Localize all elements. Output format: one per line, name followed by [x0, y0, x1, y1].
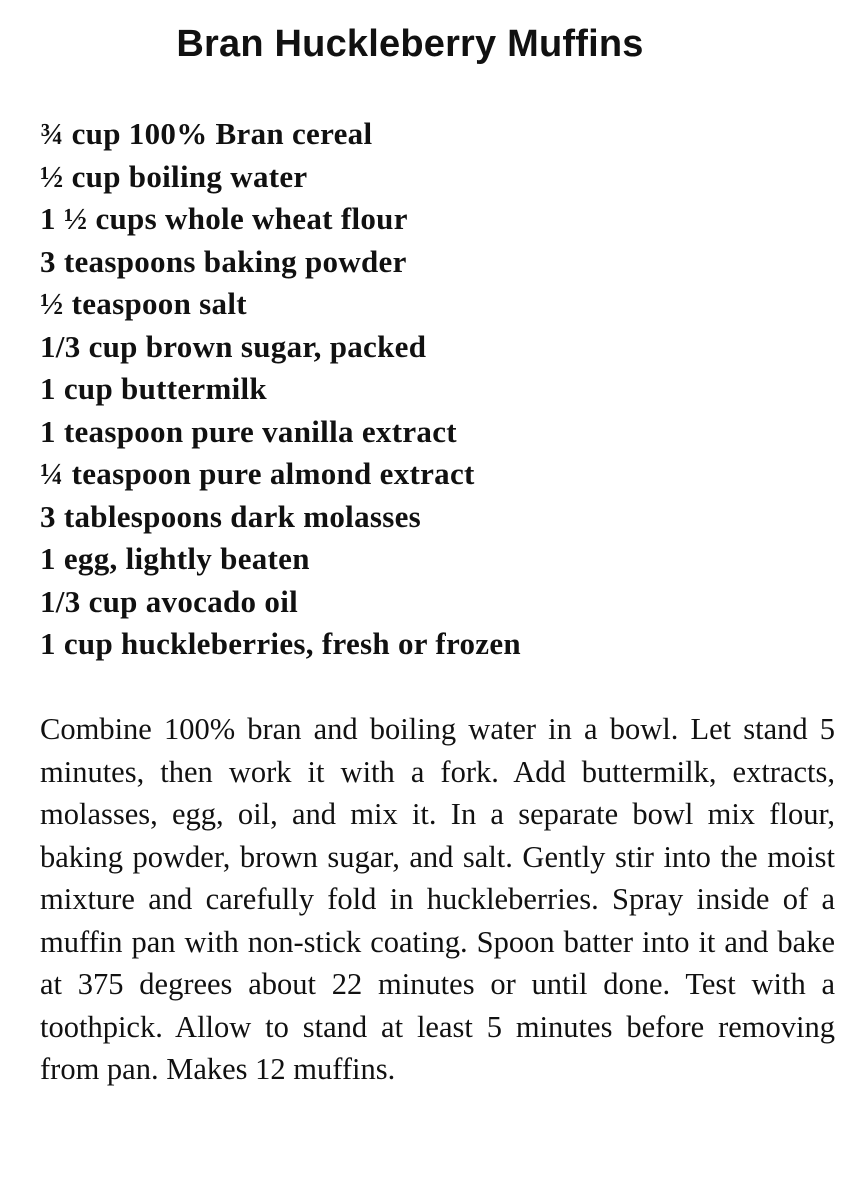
recipe-directions: Combine 100% bran and boiling water in a bowl. Let stand 5 minutes, then work it with a fork. Add buttermilk, extracts, molasses, egg, oil, and mix it. In a separate bowl mix flour, baking powder, brown sugar, and salt. Gently stir into the moist mixture and carefully fold in huckleberries. Spray inside of a muffin pan with non-stick coating. Spoon batter into it and bake at 375 degrees about 22 minutes or until done. Test with a toothpick. Allow to stand at least 5 minutes before removing from pan. Makes 12 muffins.: [40, 712, 835, 1086]
recipe-title: Bran Huckleberry Muffins: [176, 23, 644, 65]
ingredient-item: 1 ½ cups whole wheat flour: [40, 201, 408, 236]
ingredient-item: ½ cup boiling water: [40, 158, 308, 194]
ingredient-item: ¾ cup 100% Bran cereal: [40, 116, 373, 151]
ingredient-item: 1 egg, lightly beaten: [40, 541, 310, 576]
ingredient-list: [40, 113, 830, 666]
ingredient-item: 1/3 cup avocado oil: [40, 583, 299, 619]
ingredient-item: 3 teaspoons baking powder: [40, 243, 407, 279]
ingredient-item: 1 teaspoon pure vanilla extract: [40, 413, 457, 449]
ingredient-item: 1/3 cup brown sugar, packed: [40, 328, 427, 364]
ingredient-item: ½ teaspoon salt: [40, 286, 247, 321]
ingredient-item: 1 cup buttermilk: [40, 371, 267, 406]
ingredient-item: 1 cup huckleberries, fresh or frozen: [40, 626, 521, 661]
ingredient-item: ¼ teaspoon pure almond extract: [40, 456, 475, 491]
ingredient-item: 3 tablespoons dark molasses: [40, 498, 422, 534]
